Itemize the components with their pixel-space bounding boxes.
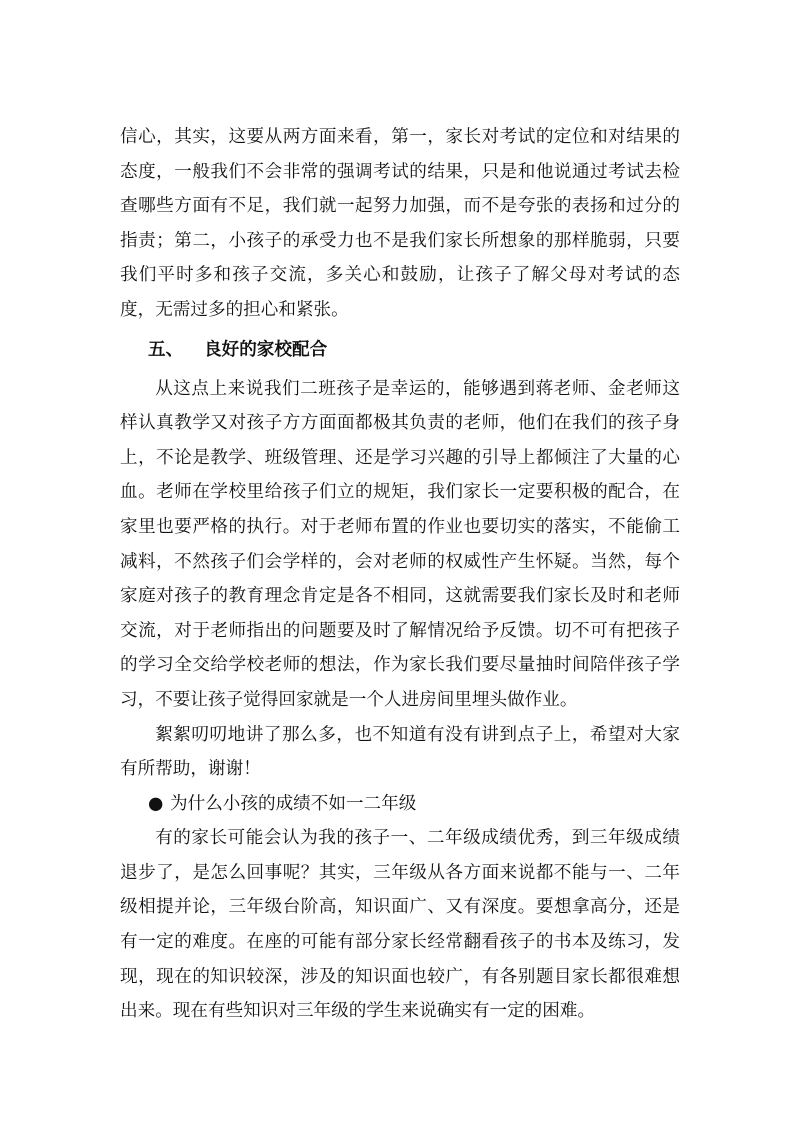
document-body xyxy=(120,120,680,1029)
section-title: 良好的家校配合 xyxy=(204,339,328,360)
bullet-text: 为什么小孩的成绩不如一二年级 xyxy=(170,793,417,814)
bullet-icon: ● xyxy=(148,793,164,814)
section-number: 五、 xyxy=(148,339,184,360)
bullet-heading xyxy=(120,787,680,822)
paragraph-grades: 有的家长可能会认为我的孩子一、二年级成绩优秀，到三年级成绩退步了，是怎么回事呢？其实，三年级从各方面来说都不能与一、二年级相提并论，三年级台阶高，知识面广、又有深度。要想拿高分，还是有一定的难度。在座的可能有部分家长经常翻看孩子的书本及练习，发现，现在的知识较深，涉及的知识面也较广，有各别题目家长都很难想出来。现在有些知识对三年级的学生来说确实有一定的困难。 xyxy=(120,828,680,1022)
paragraph-continued: 信心，其实，这要从两方面来看，第一，家长对考试的定位和对结果的态度，一般我们不会非常的强调考试的结果，只是和他说通过考试去检查哪些方面有不足，我们就一起努力加强，而不是夸张的表扬和过分的指责；第二，小孩子的承受力也不是我们家长所想象的那样脆弱，只要我们平时多和孩子交流，多关心和鼓励，让孩子了解父母对考试的态度，无需过多的担心和紧张。 xyxy=(120,127,680,320)
paragraph-closing: 絮絮叨叨地讲了那么多，也不知道有没有讲到点子上，希望对大家有所帮助，谢谢！ xyxy=(120,724,680,780)
section-heading xyxy=(120,328,680,372)
paragraph-home-school: 从这点上来说我们二班孩子是幸运的，能够遇到蒋老师、金老师这样认真教学又对孩子方方面面都极其负责的老师，他们在我们的孩子身上，不论是教学、班级管理、还是学习兴趣的引导上都倾注了大量的心血。老师在学校里给孩子们立的规矩，我们家长一定要积极的配合，在家里也要严格的执行。对于老师布置的作业也要切实的落实，不能偷工减料，不然孩子们会学样的，会对老师的权威性产生怀疑。当然，每个家庭对孩子的教育理念肯定是各不相同，这就需要我们家长及时和老师交流，对于老师指出的问题要及时了解情况给予反馈。切不可有把孩子的学习全交给学校老师的想法，作为家长我们要尽量抽时间陪伴孩子学习，不要让孩子觉得回家就是一个人进房间里埋头做作业。 xyxy=(120,378,680,710)
